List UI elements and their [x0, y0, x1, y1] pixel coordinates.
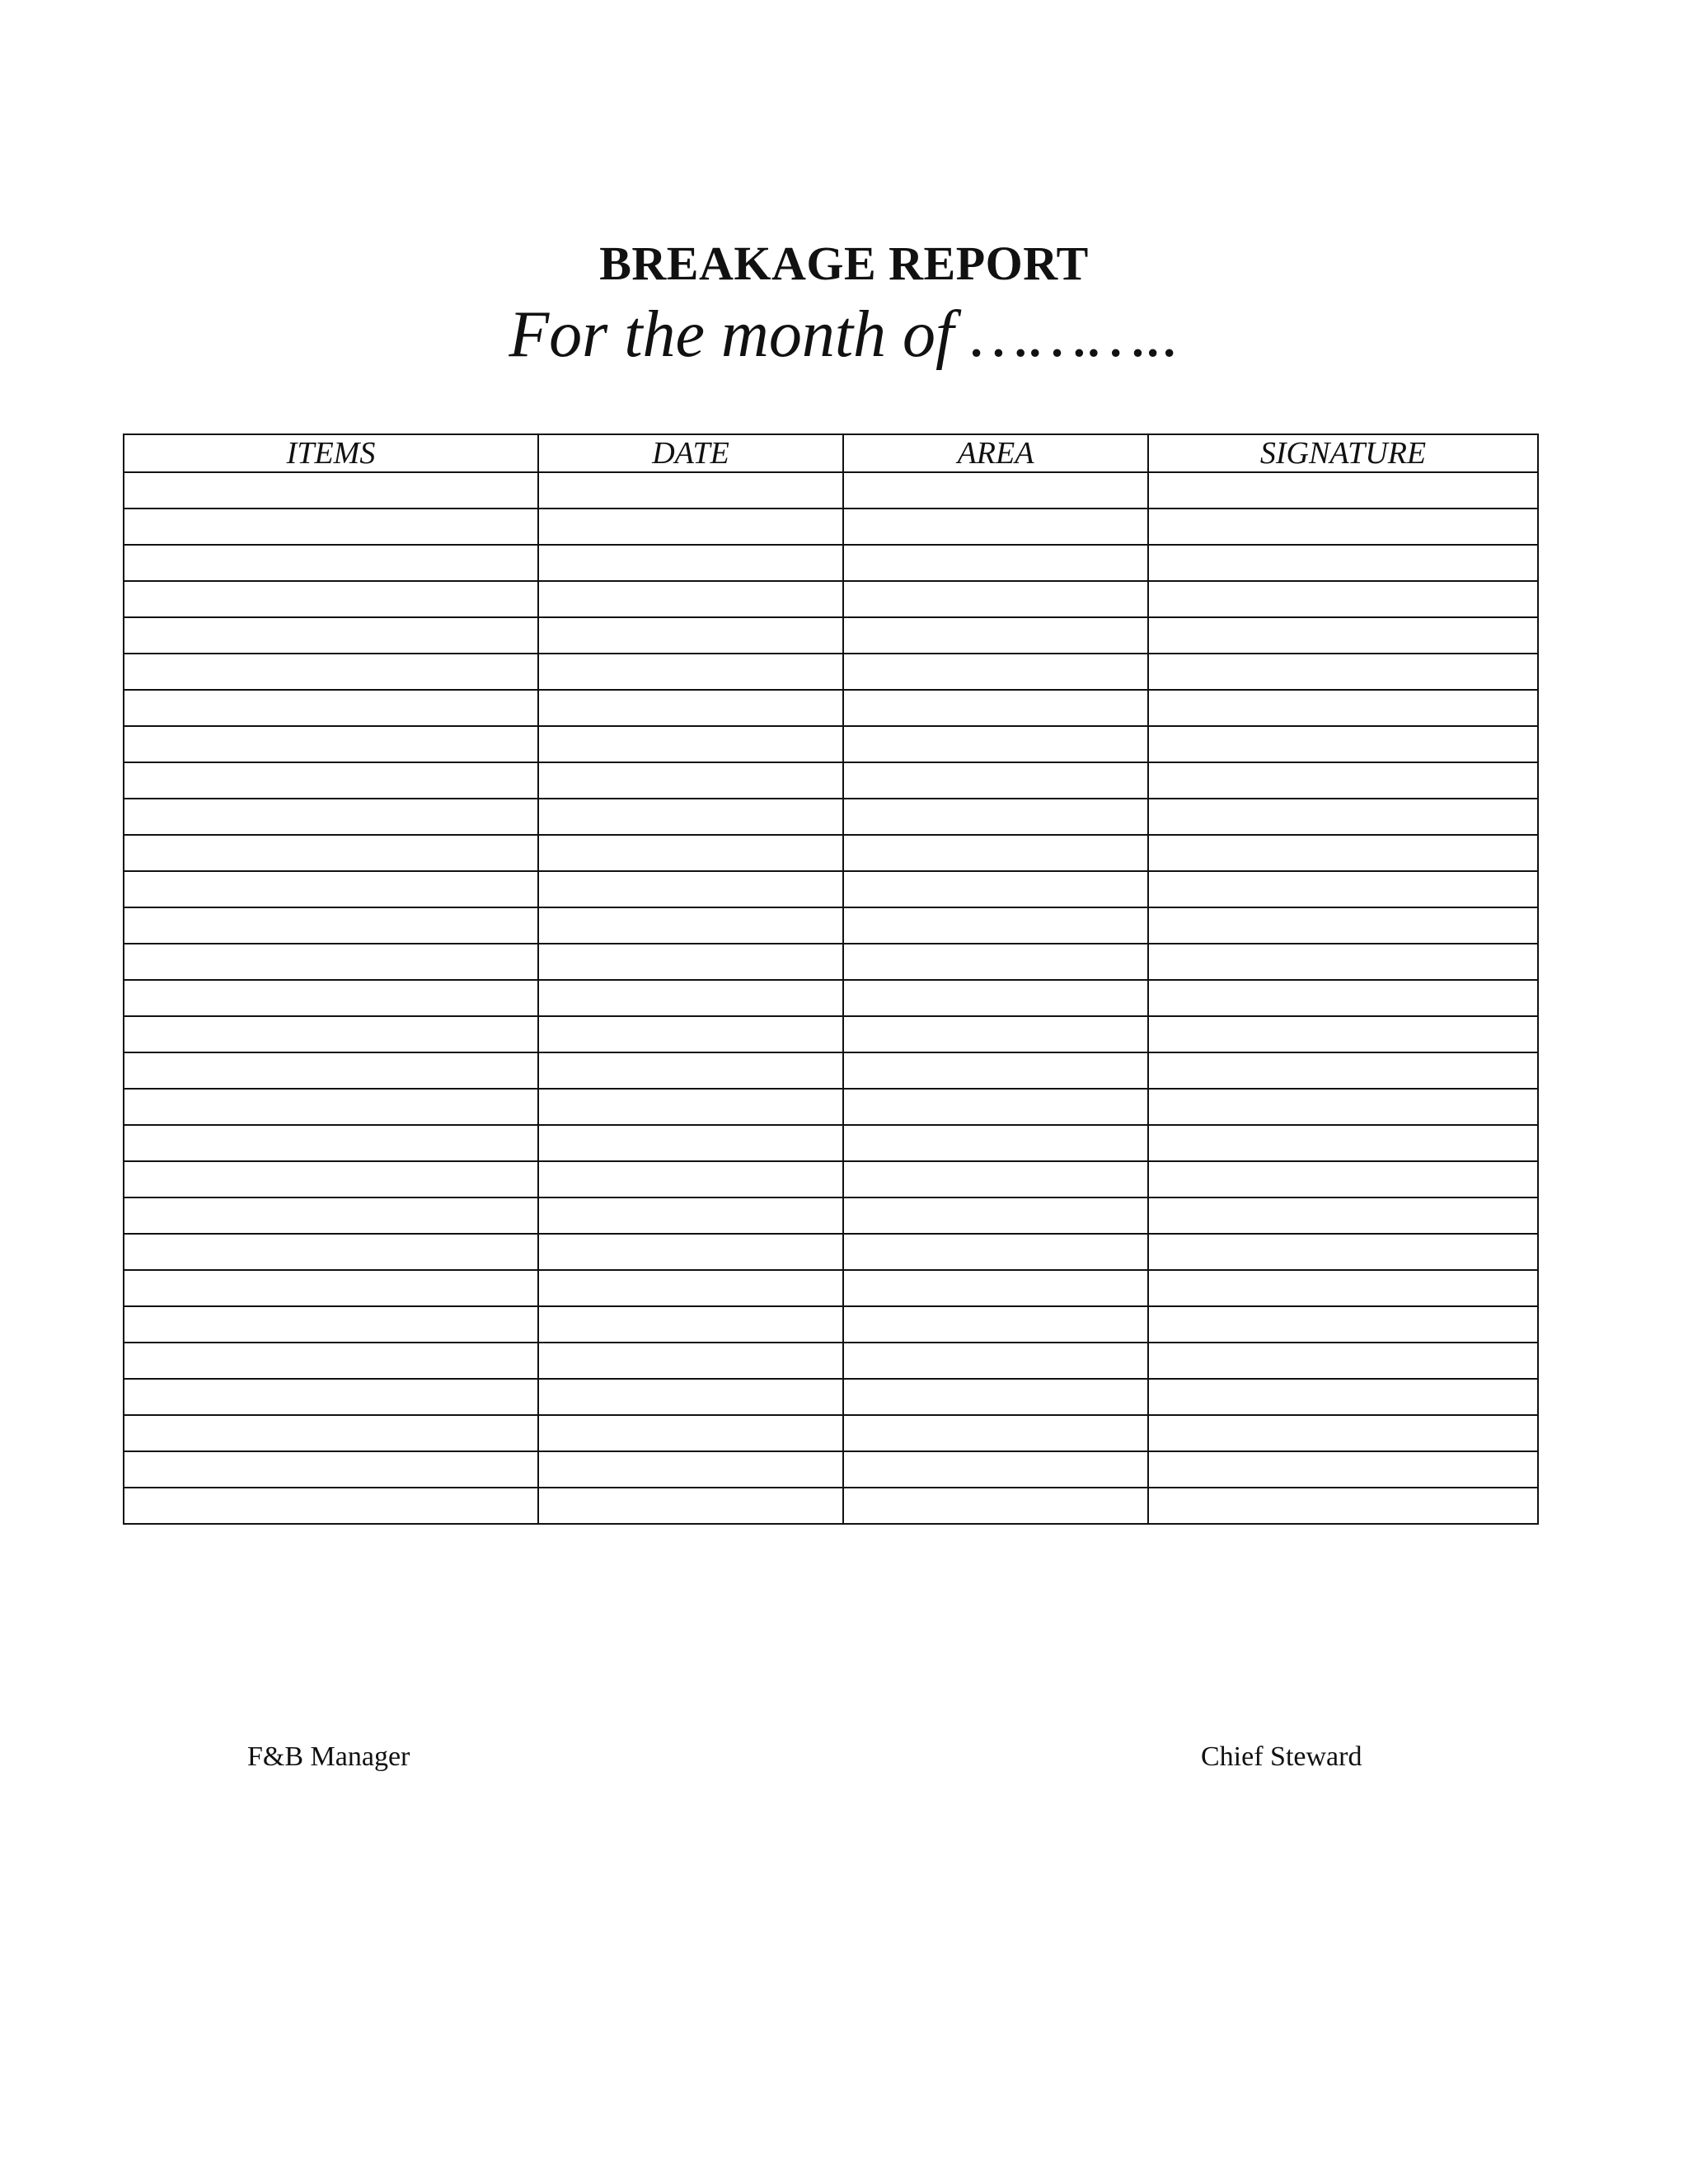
- items-cell[interactable]: [124, 690, 538, 726]
- date-cell[interactable]: [538, 799, 843, 835]
- column-header-signature: SIGNATURE: [1148, 434, 1538, 472]
- signature-cell[interactable]: [1148, 1488, 1538, 1524]
- table-row: [124, 472, 1538, 509]
- signature-cell[interactable]: [1148, 1089, 1538, 1125]
- signature-cell[interactable]: [1148, 472, 1538, 509]
- area-cell[interactable]: [843, 907, 1148, 944]
- date-cell[interactable]: [538, 1488, 843, 1524]
- report-month-line: For the month of ………..: [509, 298, 1179, 371]
- table-row: [124, 654, 1538, 690]
- date-cell[interactable]: [538, 1415, 843, 1451]
- table-row: [124, 509, 1538, 545]
- signature-cell[interactable]: [1148, 726, 1538, 762]
- table-row: [124, 799, 1538, 835]
- date-cell[interactable]: [538, 1016, 843, 1052]
- area-cell[interactable]: [843, 1488, 1148, 1524]
- date-cell[interactable]: [538, 944, 843, 980]
- signature-cell[interactable]: [1148, 545, 1538, 581]
- items-cell[interactable]: [124, 1343, 538, 1379]
- signature-cell[interactable]: [1148, 762, 1538, 799]
- table-row: [124, 690, 1538, 726]
- items-cell[interactable]: [124, 1451, 538, 1488]
- table-row: [124, 1306, 1538, 1343]
- items-cell[interactable]: [124, 1089, 538, 1125]
- items-cell[interactable]: [124, 944, 538, 980]
- signature-cell[interactable]: [1148, 617, 1538, 654]
- area-cell[interactable]: [843, 1052, 1148, 1089]
- signature-cell[interactable]: [1148, 1451, 1538, 1488]
- signature-cell[interactable]: [1148, 1125, 1538, 1161]
- table-row: [124, 1089, 1538, 1125]
- signature-cell[interactable]: [1148, 871, 1538, 907]
- area-cell[interactable]: [843, 726, 1148, 762]
- table-row: [124, 1016, 1538, 1052]
- items-cell[interactable]: [124, 509, 538, 545]
- table-row: [124, 871, 1538, 907]
- area-cell[interactable]: [843, 1016, 1148, 1052]
- date-cell[interactable]: [538, 1270, 843, 1306]
- area-cell[interactable]: [843, 1197, 1148, 1234]
- area-cell[interactable]: [843, 871, 1148, 907]
- items-cell[interactable]: [124, 581, 538, 617]
- area-cell[interactable]: [843, 472, 1148, 509]
- signature-cell[interactable]: [1148, 1343, 1538, 1379]
- area-cell[interactable]: [843, 1379, 1148, 1415]
- table-header-row: [124, 434, 1538, 472]
- items-cell[interactable]: [124, 654, 538, 690]
- column-header-date: DATE: [538, 434, 843, 472]
- items-cell[interactable]: [124, 1379, 538, 1415]
- area-cell[interactable]: [843, 1125, 1148, 1161]
- signature-cell[interactable]: [1148, 581, 1538, 617]
- items-cell[interactable]: [124, 1415, 538, 1451]
- area-cell[interactable]: [843, 1234, 1148, 1270]
- date-cell[interactable]: [538, 726, 843, 762]
- area-cell[interactable]: [843, 1415, 1148, 1451]
- signature-cell[interactable]: [1148, 654, 1538, 690]
- date-cell[interactable]: [538, 1161, 843, 1197]
- table-row: [124, 1052, 1538, 1089]
- signature-cell[interactable]: [1148, 799, 1538, 835]
- date-cell[interactable]: [538, 762, 843, 799]
- table-row: [124, 1125, 1538, 1161]
- table-row: [124, 1488, 1538, 1524]
- signature-cell[interactable]: [1148, 1161, 1538, 1197]
- table-row: [124, 545, 1538, 581]
- area-cell[interactable]: [843, 617, 1148, 654]
- signature-cell[interactable]: [1148, 1379, 1538, 1415]
- date-cell[interactable]: [538, 617, 843, 654]
- area-cell[interactable]: [843, 581, 1148, 617]
- table-row: [124, 980, 1538, 1016]
- items-cell[interactable]: [124, 472, 538, 509]
- area-cell[interactable]: [843, 1089, 1148, 1125]
- signature-cell[interactable]: [1148, 509, 1538, 545]
- items-cell[interactable]: [124, 545, 538, 581]
- table-row: [124, 1270, 1538, 1306]
- table-row: [124, 1451, 1538, 1488]
- area-cell[interactable]: [843, 835, 1148, 871]
- items-cell[interactable]: [124, 1197, 538, 1234]
- date-cell[interactable]: [538, 654, 843, 690]
- area-cell[interactable]: [843, 1161, 1148, 1197]
- table-row: [124, 1379, 1538, 1415]
- table-row: [124, 581, 1538, 617]
- table-row: [124, 1161, 1538, 1197]
- date-cell[interactable]: [538, 581, 843, 617]
- column-header-area: AREA: [843, 434, 1148, 472]
- signature-cell[interactable]: [1148, 1197, 1538, 1234]
- signature-cell[interactable]: [1148, 907, 1538, 944]
- table-row: [124, 1343, 1538, 1379]
- area-cell[interactable]: [843, 1451, 1148, 1488]
- items-cell[interactable]: [124, 799, 538, 835]
- area-cell[interactable]: [843, 799, 1148, 835]
- table-row: [124, 1234, 1538, 1270]
- items-cell[interactable]: [124, 871, 538, 907]
- items-cell[interactable]: [124, 762, 538, 799]
- date-cell[interactable]: [538, 980, 843, 1016]
- table-row: [124, 617, 1538, 654]
- area-cell[interactable]: [843, 509, 1148, 545]
- table-body: [124, 472, 1538, 1524]
- date-cell[interactable]: [538, 907, 843, 944]
- date-cell[interactable]: [538, 1343, 843, 1379]
- date-cell[interactable]: [538, 509, 843, 545]
- signature-cell[interactable]: [1148, 944, 1538, 980]
- table-row: [124, 762, 1538, 799]
- date-cell[interactable]: [538, 1089, 843, 1125]
- area-cell[interactable]: [843, 944, 1148, 980]
- items-cell[interactable]: [124, 1306, 538, 1343]
- area-cell[interactable]: [843, 1343, 1148, 1379]
- column-header-items: ITEMS: [124, 434, 538, 472]
- date-cell[interactable]: [538, 1197, 843, 1234]
- items-cell[interactable]: [124, 1052, 538, 1089]
- area-cell[interactable]: [843, 1270, 1148, 1306]
- items-cell[interactable]: [124, 980, 538, 1016]
- breakage-table: [123, 434, 1539, 1525]
- report-title: BREAKAGE REPORT: [599, 237, 1089, 290]
- signature-cell[interactable]: [1148, 1052, 1538, 1089]
- items-cell[interactable]: [124, 726, 538, 762]
- items-cell[interactable]: [124, 1270, 538, 1306]
- table-row: [124, 726, 1538, 762]
- signature-cell[interactable]: [1148, 1016, 1538, 1052]
- date-cell[interactable]: [538, 690, 843, 726]
- signature-cell[interactable]: [1148, 1306, 1538, 1343]
- signature-cell[interactable]: [1148, 1415, 1538, 1451]
- signature-cell[interactable]: [1148, 1270, 1538, 1306]
- signature-cell[interactable]: [1148, 835, 1538, 871]
- signature-cell[interactable]: [1148, 980, 1538, 1016]
- signature-cell[interactable]: [1148, 1234, 1538, 1270]
- fb-manager-signature-label: F&B Manager: [247, 1741, 410, 1772]
- area-cell[interactable]: [843, 1306, 1148, 1343]
- date-cell[interactable]: [538, 472, 843, 509]
- area-cell[interactable]: [843, 545, 1148, 581]
- table-row: [124, 907, 1538, 944]
- items-cell[interactable]: [124, 1161, 538, 1197]
- date-cell[interactable]: [538, 835, 843, 871]
- date-cell[interactable]: [538, 545, 843, 581]
- date-cell[interactable]: [538, 1379, 843, 1415]
- items-cell[interactable]: [124, 617, 538, 654]
- signature-cell[interactable]: [1148, 690, 1538, 726]
- chief-steward-signature-label: Chief Steward: [1201, 1741, 1362, 1772]
- items-cell[interactable]: [124, 1234, 538, 1270]
- date-cell[interactable]: [538, 871, 843, 907]
- items-cell[interactable]: [124, 1488, 538, 1524]
- table-row: [124, 944, 1538, 980]
- date-cell[interactable]: [538, 1234, 843, 1270]
- date-cell[interactable]: [538, 1052, 843, 1089]
- date-cell[interactable]: [538, 1306, 843, 1343]
- items-cell[interactable]: [124, 1125, 538, 1161]
- area-cell[interactable]: [843, 980, 1148, 1016]
- table-row: [124, 835, 1538, 871]
- table-row: [124, 1415, 1538, 1451]
- area-cell[interactable]: [843, 654, 1148, 690]
- items-cell[interactable]: [124, 1016, 538, 1052]
- date-cell[interactable]: [538, 1451, 843, 1488]
- area-cell[interactable]: [843, 690, 1148, 726]
- table-row: [124, 1197, 1538, 1234]
- area-cell[interactable]: [843, 762, 1148, 799]
- items-cell[interactable]: [124, 907, 538, 944]
- date-cell[interactable]: [538, 1125, 843, 1161]
- items-cell[interactable]: [124, 835, 538, 871]
